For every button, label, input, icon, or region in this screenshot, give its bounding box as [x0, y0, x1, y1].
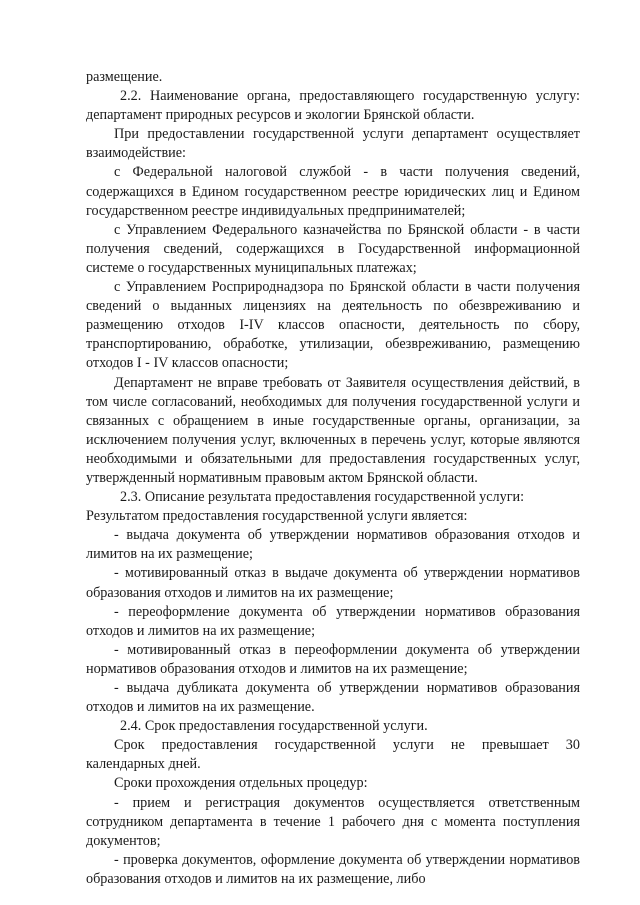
- paragraph-9: - выдача документа об утверждении нормативов образования отходов и лимитов на их размещение;: [86, 527, 580, 563]
- paragraph-14: 2.4. Срок предоставления государственной услуги.: [120, 718, 428, 735]
- paragraph-13: - выдача дубликата документа об утверждении нормативов образования отходов и лимитов на их размещение.: [86, 680, 580, 716]
- paragraph-7: 2.3. Описание результата предоставления государственной услуги:: [120, 489, 525, 506]
- paragraph-16: Сроки прохождения отдельных процедур:: [114, 775, 368, 792]
- paragraph-3: с Федеральной налоговой службой - в части получения сведений, содержащихся в Едином государственном реестре юридических лиц и Едином государственном реестре индивидуальных предпринимателей;: [86, 164, 580, 219]
- paragraph-18: - проверка документов, оформление документа об утверждении нормативов образования отходов и лимитов на их размещение, либо: [86, 851, 580, 887]
- paragraph-17: - прием и регистрация документов осуществляется ответственным сотрудником департамента в течение 1 рабочего дня с момента поступления документов;: [86, 794, 580, 849]
- paragraph-2: При предоставлении государственной услуги департамент осуществляет взаимодействие:: [86, 126, 580, 162]
- paragraph-1: 2.2. Наименование органа, предоставляющего государственную услугу: департамент природных ресурсов и экологии Брянской области.: [86, 88, 580, 124]
- paragraph-6: Департамент не вправе требовать от Заявителя осуществления действий, в том числе согласований, необходимых для получения государственной услуги и связанных с обращением в иные государственные органы, организации, за исключением получения услуг, включенных в перечень услуг, которые являются необходимыми и обязательными для предоставления государственных услуг, утвержденный нормативным правовым актом Брянской области.: [86, 374, 580, 486]
- paragraph-11: - переоформление документа об утверждении нормативов образования отходов и лимитов на их размещение;: [86, 603, 580, 639]
- paragraph-0: размещение.: [86, 69, 163, 85]
- paragraph-5: с Управлением Росприроднадзора по Брянской области в части получения сведений о выданных лицензиях на деятельность по обезвреживанию и размещению отходов I-IV классов опасности, деятельность по сбору, транспортированию, обработке, утилизации, обезвреживанию, размещению отходов I - IV классов опасности;: [86, 279, 580, 372]
- document-page: [86, 68, 580, 889]
- paragraph-15: Срок предоставления государственной услуги не превышает 30 календарных дней.: [86, 737, 580, 773]
- paragraph-8: Результатом предоставления государственной услуги является:: [86, 508, 468, 525]
- paragraph-12: - мотивированный отказ в переоформлении документа об утверждении нормативов образования отходов и лимитов на их размещение;: [86, 641, 580, 677]
- paragraph-4: с Управлением Федерального казначейства по Брянской области - в части получения сведений, содержащихся в Государственной информационной системе о государственных муниципальных платежах;: [86, 221, 580, 276]
- paragraph-10: - мотивированный отказ в выдаче документа об утверждении нормативов образования отходов и лимитов на их размещение;: [86, 565, 580, 601]
